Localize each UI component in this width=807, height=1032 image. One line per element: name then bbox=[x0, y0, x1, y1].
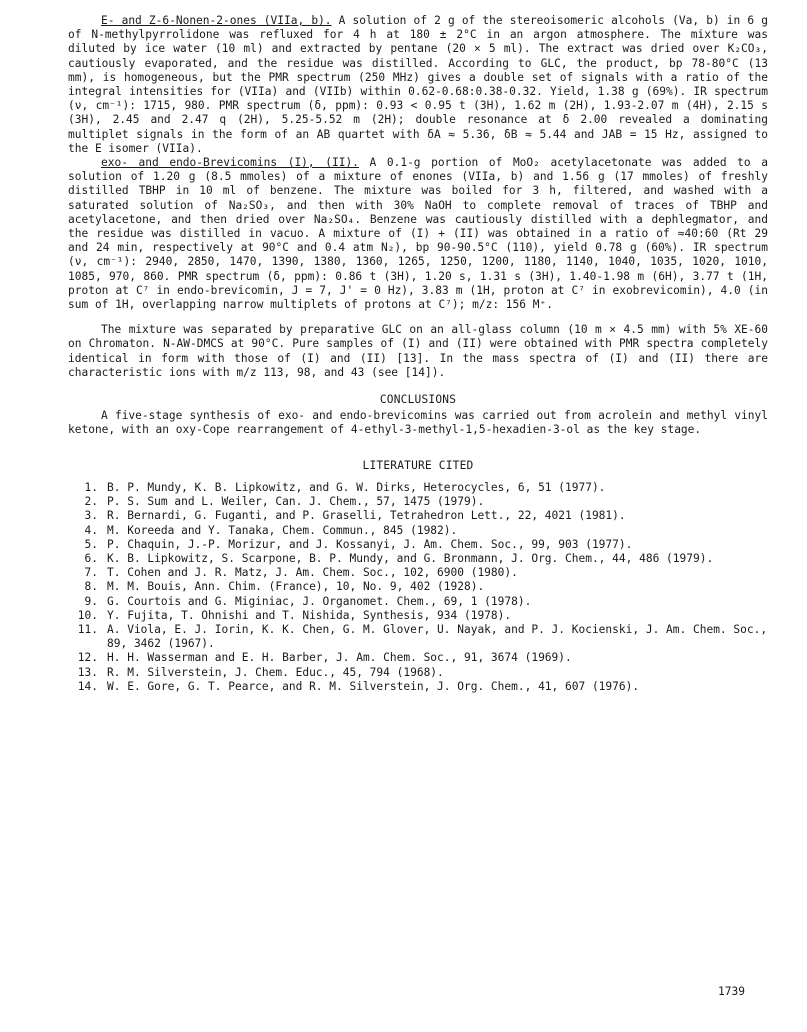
reference-item bbox=[68, 509, 768, 523]
reference-text: R. M. Silverstein, J. Chem. Educ., 45, 794 (1968). bbox=[107, 665, 444, 679]
section-text: A 0.1-g portion of MoO₂ acetylacetonate was added to a solution of 1.20 g (8.5 mmoles) of a mixture of enones (VIIa, b) and 1.56 g (17 mmoles) of freshly distilled TBHP in 10 ml of benzene. The mixture was boiled for 3 h, filtered, and washed with a saturated solution of Na₂SO₃, and then with 30% NaOH to complete removal of traces of TBHP and acetylacetone, and then dried over Na₂SO₄. Benzene was cautiously distilled with a dephlegmator, and the residue was distilled in vacuo. A mixture of (I) + (II) was obtained in a ratio of ≈40:60 (Rt 29 and 24 min, respectively at 90°C and 0.4 atm N₂), bp 90-90.5°C (110), yield 0.78 g (60%). IR spectrum (ν, cm⁻¹): 2940, 2850, 1470, 1390, 1380, 1360, 1265, 1250, 1200, 1180, 1140, 1040, 1035, 1020, 1010, 1085, 970, 860. PMR spectrum (δ, ppm): 0.86 t (3H), 1.20 s, 1.31 s (3H), 1.40-1.98 m (6H), 3.77 t (1H, proton at C⁷ in endo-brevicomin, J = 7, J' = 0 Hz), 3.83 m (1H, proton at C⁷ in exobrevicomin), 4.0 (in sum of 1H, overlapping narrow multiplets of protons at C⁷); m/z: 156 M⁺. bbox=[68, 156, 768, 312]
section-title: E- and Z-6-Nonen-2-ones (VIIa, b). bbox=[101, 14, 332, 27]
experimental-section-brevicomins bbox=[68, 156, 768, 312]
reference-text: B. P. Mundy, K. B. Lipkowitz, and G. W. Dirks, Heterocycles, 6, 51 (1977). bbox=[107, 480, 606, 494]
reference-item bbox=[68, 566, 768, 580]
reference-item bbox=[68, 580, 768, 594]
reference-item bbox=[68, 609, 768, 623]
reference-number: 12. bbox=[77, 651, 98, 665]
reference-number: 2. bbox=[84, 495, 98, 509]
literature-heading: LITERATURE CITED bbox=[362, 458, 474, 472]
reference-text: K. B. Lipkowitz, S. Scarpone, B. P. Mundy, and G. Bronmann, J. Org. Chem., 44, 486 (1979). bbox=[107, 551, 714, 565]
reference-number: 13. bbox=[77, 665, 98, 679]
reference-item bbox=[68, 524, 768, 538]
reference-text: P. Chaquin, J.-P. Morizur, and J. Kossanyi, J. Am. Chem. Soc., 99, 903 (1977). bbox=[107, 537, 633, 551]
reference-item bbox=[68, 651, 768, 665]
reference-number: 11. bbox=[77, 622, 98, 636]
reference-item bbox=[68, 538, 768, 552]
reference-item bbox=[68, 552, 768, 566]
reference-text: A. Viola, E. J. Iorin, K. K. Chen, G. M. Glover, U. Nayak, and P. J. Kocienski, J. Am. Chem. Soc., 89, 3462 (1967). bbox=[107, 622, 768, 651]
reference-text: R. Bernardi, G. Fuganti, and P. Graselli, Tetrahedron Lett., 22, 4021 (1981). bbox=[107, 509, 626, 523]
paper-page bbox=[68, 14, 768, 694]
reference-item bbox=[68, 481, 768, 495]
reference-item bbox=[68, 595, 768, 609]
reference-item bbox=[68, 666, 768, 680]
page-number: 1739 bbox=[718, 985, 745, 998]
reference-number: 10. bbox=[77, 608, 98, 622]
section-title: exo- and endo-Brevicomins (I), (II). bbox=[101, 156, 359, 170]
reference-number: 9. bbox=[84, 594, 98, 608]
reference-list bbox=[68, 481, 768, 694]
reference-number: 5. bbox=[84, 537, 98, 551]
reference-number: 4. bbox=[84, 523, 98, 537]
reference-text: T. Cohen and J. R. Matz, J. Am. Chem. Soc., 102, 6900 (1980). bbox=[107, 566, 518, 580]
reference-text: M. M. Bouis, Ann. Chim. (France), 10, No. 9, 402 (1928). bbox=[107, 580, 485, 594]
reference-number: 3. bbox=[84, 509, 98, 523]
reference-number: 1. bbox=[84, 480, 98, 494]
conclusions-text: A five-stage synthesis of exo- and endo-brevicomins was carried out from acrolein and methyl vinyl ketone, with an oxy-Cope rearrangement of 4-ethyl-3-methyl-1,5-hexadien-3-ol as the key stage. bbox=[68, 409, 768, 437]
separation-paragraph: The mixture was separated by preparative GLC on an all-glass column (10 m × 4.5 mm) with 5% XE-60 on Chromaton. N-AW-DMCS at 90°C. Pure samples of (I) and (II) were obtained with PMR spectra completely identical in form with those of (I) and (II) [13]. In the mass spectra of (I) and (II) there are characteristic ions with m/z 113, 98, and 43 (see [14]). bbox=[68, 323, 768, 379]
reference-text: M. Koreeda and Y. Tanaka, Chem. Commun., 845 (1982). bbox=[107, 523, 458, 537]
reference-number: 7. bbox=[84, 566, 98, 580]
experimental-section-nonenones bbox=[68, 14, 768, 156]
reference-item bbox=[68, 680, 768, 694]
reference-text: W. E. Gore, G. T. Pearce, and R. M. Silverstein, J. Org. Chem., 41, 607 (1976). bbox=[107, 679, 640, 693]
reference-text: G. Courtois and G. Miginiac, J. Organomet. Chem., 69, 1 (1978). bbox=[107, 594, 532, 608]
reference-text: Y. Fujita, T. Ohnishi and T. Nishida, Synthesis, 934 (1978). bbox=[107, 608, 512, 622]
reference-number: 6. bbox=[84, 551, 98, 565]
reference-text: P. S. Sum and L. Weiler, Can. J. Chem., 57, 1475 (1979). bbox=[107, 495, 485, 509]
reference-number: 14. bbox=[77, 679, 98, 693]
reference-number: 8. bbox=[84, 580, 98, 594]
conclusions-heading: CONCLUSIONS bbox=[379, 393, 457, 407]
reference-item bbox=[68, 495, 768, 509]
section-text: A solution of 2 g of the stereoisomeric alcohols (Va, b) in 6 g of N-methylpyrrolidone was refluxed for 4 h at 180 ± 2°C in an argon atmosphere. The mixture was diluted by ice water (10 ml) and extracted by pentane (20 × 5 ml). The extract was dried over K₂CO₃, cautiously evaporated, and the residue was distilled. According to GLC, the product, bp 78-80°C (13 mm), is homogeneous, but the PMR spectrum (250 MHz) gives a double set of signals with a ratio of the integral intensities for (VIIa) and (VIIb) within 0.62-0.68:0.38-0.32. Yield, 1.38 g (69%). IR spectrum (ν, cm⁻¹): 1715, 980. PMR spectrum (δ, ppm): 0.93 < 0.95 t (3H), 1.62 m (2H), 1.93-2.07 m (4H), 2.15 s (3H), 2.45 and 2.47 q (2H), 5.25-5.52 m (2H); double resonance at δ 2.00 revealed a dominating multiplet signals in the form of an AB quartet with δA ≈ 5.36, δB ≈ 5.44 and JAB = 15 Hz, assigned to the E isomer (VIIa). bbox=[68, 14, 768, 155]
reference-item bbox=[68, 623, 768, 651]
reference-text: H. H. Wasserman and E. H. Barber, J. Am. Chem. Soc., 91, 3674 (1969). bbox=[107, 651, 572, 665]
